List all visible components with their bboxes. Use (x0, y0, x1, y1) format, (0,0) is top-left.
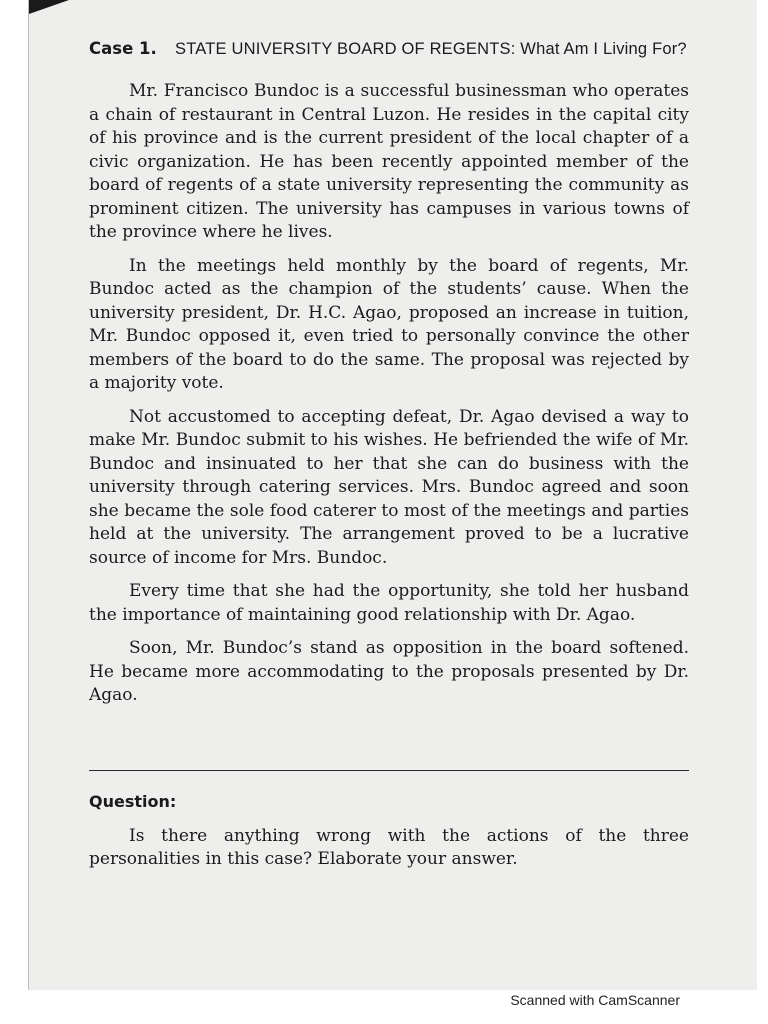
section-divider (89, 770, 689, 771)
paragraph-1: Mr. Francisco Bundoc is a successful businessman who operates a chain of restaurant in Central Luzon. He resides in the capital city of his province and is the current president of the local chapter of a civic organization. He has been recently appointed member of the board of regents of a state university representing the community as prominent citizen. The university has campuses in various towns of the province where he lives. (89, 81, 689, 242)
paragraph-4: Every time that she had the opportunity, she told her husband the importance of maintaining good relationship with Dr. Agao. (89, 581, 689, 625)
question-text: Is there anything wrong with the actions of the three personalities in this case? Elaborate your answer. (89, 825, 689, 869)
paragraph-5: Soon, Mr. Bundoc’s stand as opposition in the board softened. He became more accommodating to the proposals presented by Dr. Agao. (89, 638, 689, 705)
scanned-page (28, 0, 757, 990)
case-label: Case 1. (89, 39, 157, 58)
paragraph-3: Not accustomed to accepting defeat, Dr. Agao devised a way to make Mr. Bundoc submit to his wishes. He befriended the wife of Mr. Bundoc and insinuated to her that she can do business with the university through catering services. Mrs. Bundoc agreed and soon she became the sole food caterer to most of the meetings and parties held at the university. The arrangement proved to be a lucrative source of income for Mrs. Bundoc. (89, 406, 689, 568)
scanner-watermark: Scanned with CamScanner (510, 992, 680, 1008)
page-corner-shadow (29, 0, 69, 14)
case-header (89, 38, 689, 60)
document-body (89, 38, 689, 882)
case-title: STATE UNIVERSITY BOARD OF REGENTS: What Am I Living For? (175, 40, 687, 58)
paragraph-2: In the meetings held monthly by the board of regents, Mr. Bundoc acted as the champion of the students’ cause. When the university president, Dr. H.C. Agao, proposed an increase in tuition, Mr. Bundoc opposed it, even tried to personally convince the other members of the board to do the same. The proposal was rejected by a majority vote. (89, 255, 689, 393)
question-heading: Question: (89, 791, 177, 811)
